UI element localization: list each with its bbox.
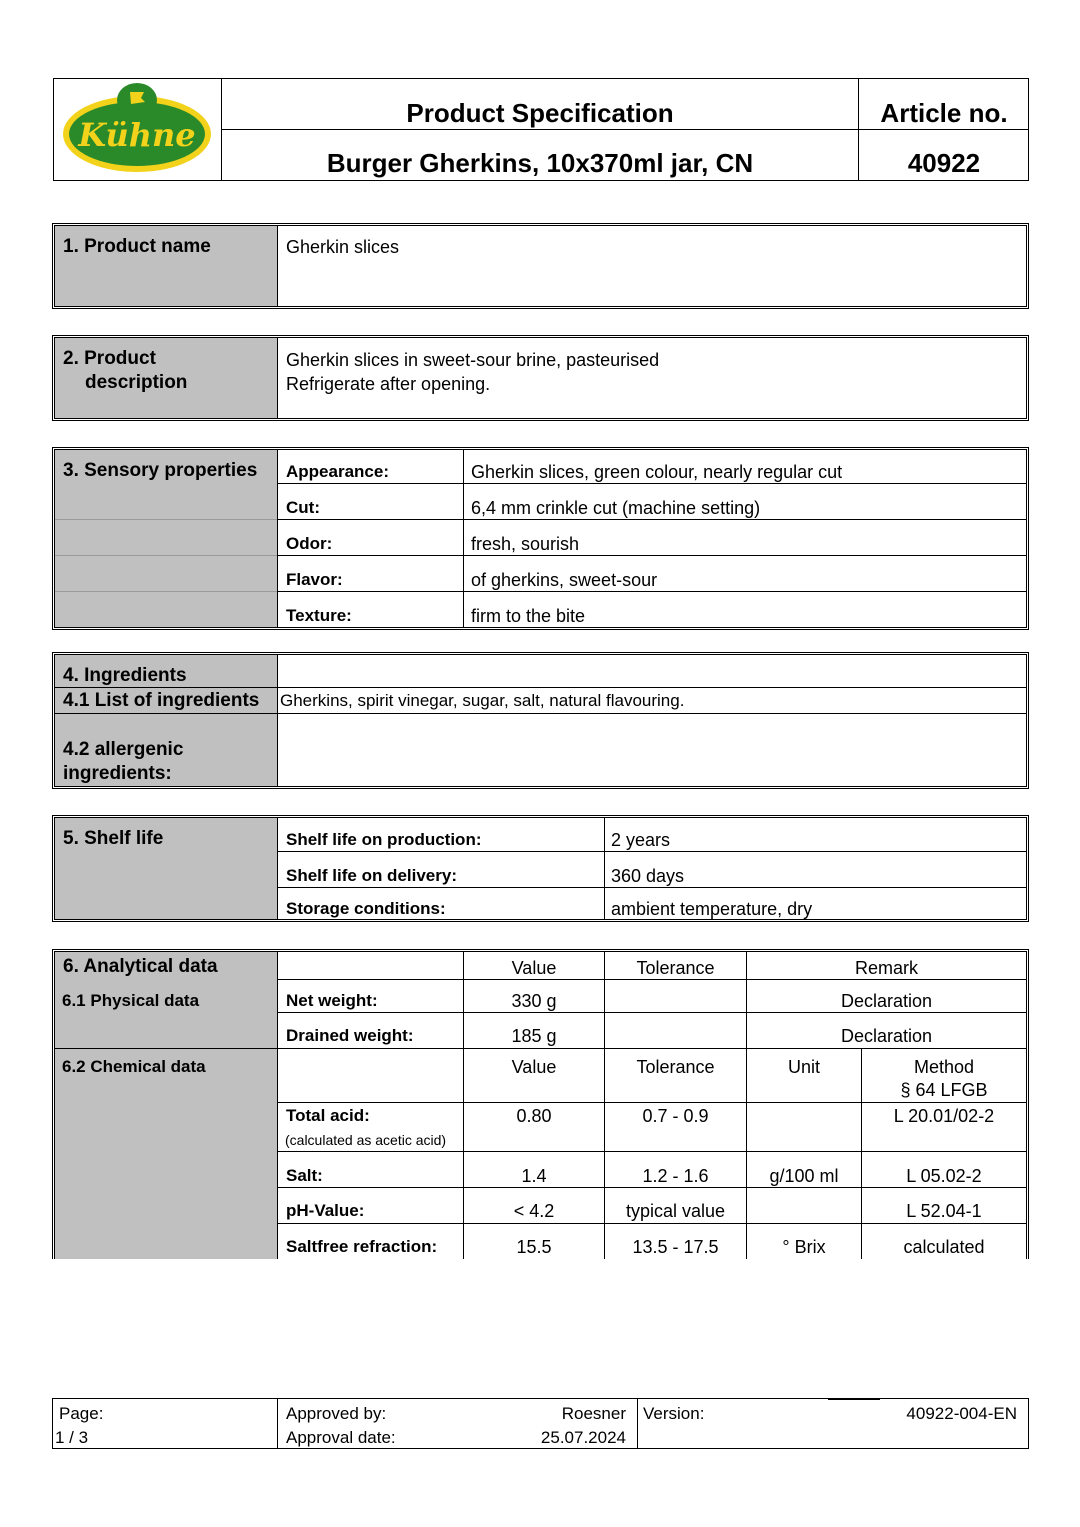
phys-key: Net weight: <box>286 991 378 1010</box>
chem-note: (calculated as acetic acid) <box>285 1132 447 1148</box>
chem-value: < 4.2 <box>513 1201 555 1221</box>
shelf-life-value: 2 years <box>611 830 671 850</box>
phys-head-tolerance: Tolerance <box>636 958 715 978</box>
chem-head-method: Method <box>913 1057 975 1077</box>
shelf-life-key: Shelf life on production: <box>286 830 482 849</box>
page-value: 1 / 3 <box>55 1428 89 1447</box>
shelf-life-value: 360 days <box>611 866 685 886</box>
chem-head-tolerance: Tolerance <box>636 1057 715 1077</box>
version-value: 40922-004-EN <box>906 1404 1017 1423</box>
shelf-life-value: ambient temperature, dry <box>611 899 813 919</box>
product-description-label-1: 2. Product <box>63 348 156 369</box>
chem-method: L 52.04-1 <box>906 1201 982 1221</box>
chem-key: Total acid: <box>286 1106 370 1125</box>
chem-tolerance: 1.2 - 1.6 <box>642 1166 709 1186</box>
chem-tolerance: 0.7 - 0.9 <box>642 1106 709 1126</box>
logo-text: Kühne <box>78 116 196 154</box>
allergen-label-2: ingredients: <box>63 763 172 784</box>
chem-head-unit: Unit <box>787 1057 820 1077</box>
doc-title: Product Specification <box>406 98 674 128</box>
sensory-key: Texture: <box>286 606 352 625</box>
chem-value: 0.80 <box>516 1106 552 1126</box>
chem-tolerance: typical value <box>625 1201 726 1221</box>
sensory-key: Flavor: <box>286 570 343 589</box>
analytical-label: 6. Analytical data <box>63 956 218 977</box>
product-title: Burger Gherkins, 10x370ml jar, CN <box>326 148 754 178</box>
chem-value: 15.5 <box>516 1237 552 1257</box>
article-number: 40922 <box>907 148 981 178</box>
shelf-life-label: 5. Shelf life <box>63 828 164 849</box>
sensory-value: Gherkin slices, green colour, nearly regular cut <box>471 462 843 482</box>
phys-head-value: Value <box>511 958 557 978</box>
chem-key: Salt: <box>286 1166 323 1185</box>
ingredients-list-value: Gherkins, spirit vinegar, sugar, salt, natural flavouring. <box>280 691 685 710</box>
chem-key: Saltfree refraction: <box>286 1237 438 1256</box>
sensory-value: fresh, sourish <box>471 534 580 554</box>
physical-data-label: 6.1 Physical data <box>62 991 200 1010</box>
chem-unit: ° Brix <box>782 1237 826 1257</box>
sensory-key: Appearance: <box>286 462 389 481</box>
chem-head-value: Value <box>511 1057 557 1077</box>
product-name-value: Gherkin slices <box>286 237 400 257</box>
sensory-value: 6,4 mm crinkle cut (machine setting) <box>471 498 761 518</box>
chem-method: L 05.02-2 <box>906 1166 982 1186</box>
chem-unit: g/100 ml <box>769 1166 839 1186</box>
phys-value: 330 g <box>511 991 557 1011</box>
approved-by-label: Approved by: <box>286 1404 387 1423</box>
product-description-label-2: description <box>85 372 188 393</box>
approval-date-value: 25.07.2024 <box>540 1428 626 1447</box>
phys-key: Drained weight: <box>286 1026 414 1045</box>
sensory-value: of gherkins, sweet-sour <box>471 570 658 590</box>
allergen-label-1: 4.2 allergenic <box>63 739 184 760</box>
ingredients-label: 4. Ingredients <box>63 665 187 686</box>
sensory-label: 3. Sensory properties <box>63 460 258 481</box>
approval-date-label: Approval date: <box>286 1428 396 1447</box>
phys-value: 185 g <box>511 1026 557 1046</box>
sensory-key: Odor: <box>286 534 333 553</box>
version-label: Version: <box>643 1404 705 1423</box>
phys-remark: Declaration <box>840 991 933 1011</box>
chem-key: pH-Value: <box>286 1201 365 1220</box>
shelf-life-key: Storage conditions: <box>286 899 446 918</box>
kuehne-logo <box>60 82 215 176</box>
chem-method: calculated <box>903 1237 985 1257</box>
phys-remark: Declaration <box>840 1026 933 1046</box>
page-label: Page: <box>59 1404 104 1423</box>
approved-by-value: Roesner <box>561 1404 626 1423</box>
ingredients-list-label: 4.1 List of ingredients <box>63 690 260 711</box>
phys-head-remark: Remark <box>854 958 918 978</box>
chem-method: L 20.01/02-2 <box>893 1106 995 1126</box>
product-description-line-2: Refrigerate after opening. <box>286 374 491 394</box>
chemical-data-label: 6.2 Chemical data <box>62 1057 206 1076</box>
product-description-line-1: Gherkin slices in sweet-sour brine, pasteurised <box>286 350 660 370</box>
shelf-life-key: Shelf life on delivery: <box>286 866 457 885</box>
product-name-label: 1. Product name <box>63 236 211 257</box>
article-label: Article no. <box>880 98 1008 128</box>
chem-value: 1.4 <box>521 1166 547 1186</box>
chem-head-method-ref: § 64 LFGB <box>900 1080 988 1100</box>
sensory-value: firm to the bite <box>471 606 586 626</box>
sensory-key: Cut: <box>286 498 320 517</box>
chem-tolerance: 13.5 - 17.5 <box>632 1237 719 1257</box>
